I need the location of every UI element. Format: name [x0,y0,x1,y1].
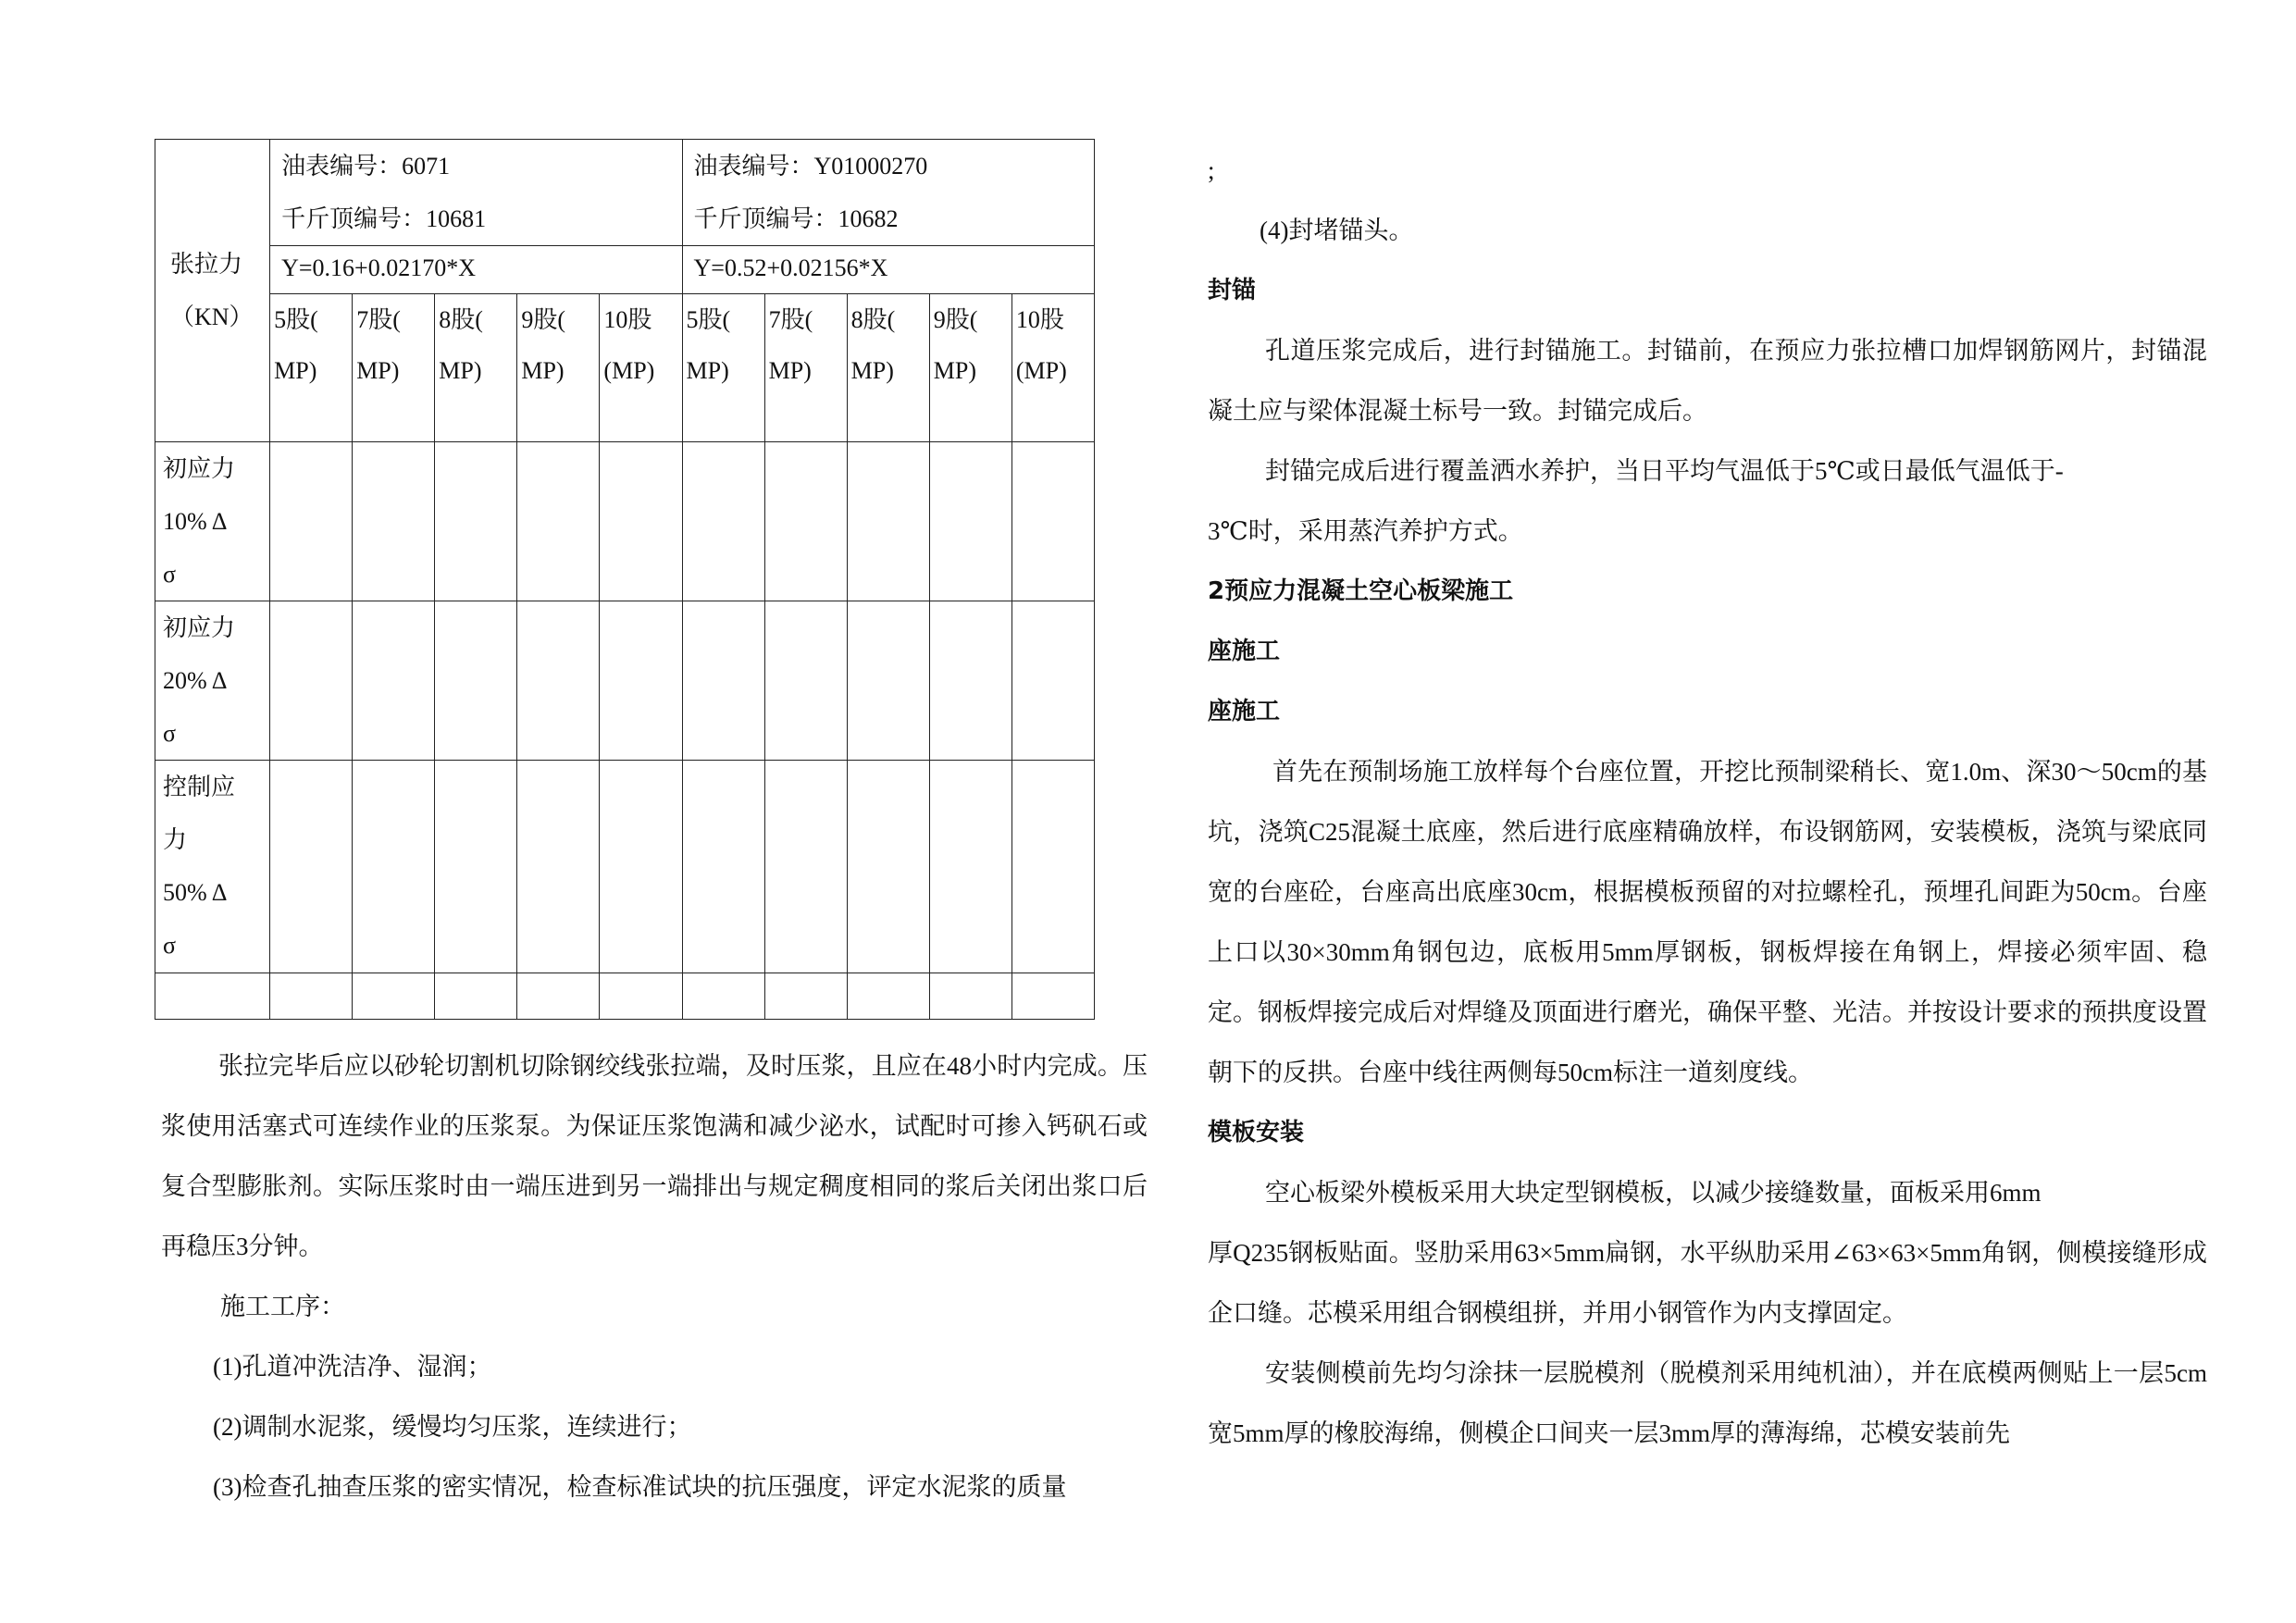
strand-header-line: 5股( [686,306,731,333]
table-cell-empty [1011,973,1094,1020]
table-cell-empty [600,761,682,973]
table-cell-empty [353,442,435,601]
seal-paragraph-1: 孔道压浆完成后，进行封锚施工。封锚前，在预应力张拉槽口加焊钢筋网片，封锚混凝土应与梁体混凝土标号一致。封锚完成后。 [1208,337,2207,425]
table-cell-empty [1011,761,1094,973]
group-a-jack-number: 千斤顶编号：10681 [281,205,487,232]
table-cell-empty [847,601,929,761]
grouting-paragraph: 张拉完毕后应以砂轮切割机切除钢绞线张拉端，及时压浆，且应在48小时内完成。压浆使用活塞式可连续作业的压浆泵。为保证压浆饱满和减少泌水，试配时可掺入钙矾石或复合型膨胀剂。实际压浆时由一端压进到另一端排出与规定稠度相同的浆后关闭出浆口后再稳压3分钟。 [161,1052,1148,1260]
formwork-paragraph-1b: 厚Q235钢板贴面。竖肋采用63×5mm扁钢，水平纵肋采用∠63×63×5mm角钢，侧模接缝形成企口缝。芯模采用组合钢模组拼，并用小钢管作为内支撑固定。 [1208,1239,2207,1327]
stress-stage-label [155,761,270,973]
table-cell-empty [270,442,353,601]
strand-header-line: MP) [274,357,317,384]
continuation-semicolon: ; [1208,156,1215,184]
table-cell-empty [517,761,600,973]
group-b-formula: Y=0.52+0.02156*X [682,246,1094,294]
strand-count-header [682,294,764,442]
table-cell-empty [270,973,353,1020]
strand-count-header [847,294,929,442]
stress-stage-label-line: σ [163,932,177,959]
procedure-heading: 施工工序： [220,1293,345,1320]
table-cell-empty [682,601,764,761]
group-a-gauge-number: 油表编号：6071 [281,153,451,180]
strand-header-line: 10股 [1015,306,1064,333]
strand-count-header [270,294,353,442]
stress-stage-label-line: 10% Δ [163,508,228,535]
table-cell-empty [517,601,600,761]
right-text-column [1208,141,2207,1464]
left-text-column [161,1036,1151,1518]
strand-header-line: MP) [850,357,894,384]
table-cell-empty [270,761,353,973]
table-cell-empty [929,601,1011,761]
base-construction-paragraph: 首先在预制场施工放样每个台座位置，开挖比预制梁稍长、宽1.0m、深30～50cm的基坑，浇筑C25混凝土底座，然后进行底座精确放样，布设钢筋网，安装模板，浇筑与梁底同宽的台座砼，台座高出底座30cm，根据模板预留的对拉螺栓孔，预埋孔间距为50cm。台座上口以30×30mm角钢包边，底板用5mm厚钢板，钢板焊接在角钢上，焊接必须牢固、稳定。钢板焊接完成后对焊缝及顶面进行磨光，确保平整、光洁。并按设计要求的预拱度设置朝下的反拱。台座中线往两侧每50cm标注一道刻度线。 [1208,758,2207,1086]
stress-stage-label-line: 控制应 [163,774,236,800]
strand-count-header [435,294,517,442]
table-cell-empty [764,601,847,761]
group-b-info [682,140,1094,246]
strand-count-header [764,294,847,442]
tension-calibration-table [155,139,1095,1020]
strand-header-line: MP) [356,357,400,384]
table-cell-empty [1011,601,1094,761]
procedure-step-4: (4)封堵锚头。 [1260,217,1414,244]
section-heading-base-1: 座施工 [1208,638,1281,665]
group-a-formula: Y=0.16+0.02170*X [270,246,682,294]
table-cell-empty [435,601,517,761]
section-heading-seal: 封锚 [1208,277,1257,304]
table-cell-empty [929,442,1011,601]
stress-stage-label-line: 50% Δ [163,879,228,906]
strand-header-line: MP) [439,357,482,384]
strand-count-header [600,294,682,442]
strand-count-header [517,294,600,442]
table-cell-empty [682,442,764,601]
table-cell-empty [517,973,600,1020]
table-cell-empty [600,442,682,601]
strand-count-header [353,294,435,442]
table-cell-empty [435,442,517,601]
procedure-step-1: (1)孔道冲洗洁净、湿润； [213,1353,492,1381]
tension-force-label: 张拉力 [170,251,243,278]
formwork-paragraph-2: 安装侧模前先均匀涂抹一层脱模剂（脱模剂采用纯机油），并在底模两侧贴上一层5cm宽5mm厚的橡胶海绵，侧模企口间夹一层3mm厚的薄海绵，芯模安装前先 [1208,1359,2207,1447]
stress-stage-label-line: σ [163,720,177,747]
strand-header-line: (MP) [1015,357,1067,384]
strand-header-line: (MP) [603,357,655,384]
table-cell-empty [155,973,270,1020]
table-cell-empty [847,761,929,973]
table-cell-empty [764,442,847,601]
strand-header-line: 5股( [274,306,318,333]
procedure-step-2: (2)调制水泥浆，缓慢均匀压浆，连续进行； [213,1413,692,1441]
strand-header-line: 7股( [356,306,401,333]
strand-header-line: MP) [686,357,729,384]
table-cell-empty [847,442,929,601]
table-cell-empty [600,601,682,761]
stress-stage-label [155,601,270,761]
strand-count-header [929,294,1011,442]
table-cell-empty [682,973,764,1020]
strand-header-line: 7股( [768,306,813,333]
strand-header-line: 8股( [850,306,896,333]
stress-stage-label-line: 力 [163,826,188,853]
group-a-info [270,140,682,246]
stress-stage-label [155,442,270,601]
strand-header-line: 10股 [603,306,652,333]
table-cell-empty [682,761,764,973]
table-cell-empty [353,601,435,761]
table-cell-empty [929,761,1011,973]
strand-header-line: 9股( [521,306,566,333]
table-cell-empty [435,973,517,1020]
stress-stage-label-line: 初应力 [163,614,236,641]
strand-header-line: MP) [768,357,812,384]
table-cell-empty [517,442,600,601]
stress-stage-label-line: 20% Δ [163,667,228,694]
strand-header-line: MP) [933,357,976,384]
table-cell-empty [270,601,353,761]
section-heading-formwork: 模板安装 [1208,1119,1305,1146]
table-cell-empty [764,761,847,973]
table-cell-empty [435,761,517,973]
table-cell-empty [353,973,435,1020]
group-b-jack-number: 千斤顶编号：10682 [693,205,899,232]
table-cell-empty [764,973,847,1020]
tension-force-header [155,140,270,442]
tension-force-unit: （KN） [170,304,254,330]
seal-paragraph-2a: 封锚完成后进行覆盖洒水养护，当日平均气温低于5℃或日最低气温低于- [1265,457,2064,485]
section-heading-base-2: 座施工 [1208,698,1281,725]
section-heading-hollow-slab: 2预应力混凝土空心板梁施工 [1208,577,1514,605]
formwork-paragraph-1a: 空心板梁外模板采用大块定型钢模板，以减少接缝数量，面板采用6mm [1265,1179,2042,1207]
strand-count-header [1011,294,1094,442]
procedure-step-3: (3)检查孔抽查压浆的密实情况，检查标准试块的抗压强度，评定水泥浆的质量 [213,1473,1067,1501]
group-b-gauge-number: 油表编号：Y01000270 [693,153,928,180]
strand-header-line: 8股( [439,306,483,333]
table-cell-empty [1011,442,1094,601]
table-cell-empty [929,973,1011,1020]
seal-paragraph-2b: 3℃时，采用蒸汽养护方式。 [1208,517,1523,545]
stress-stage-label-line: 初应力 [163,455,236,482]
strand-header-line: MP) [521,357,565,384]
table-cell-empty [600,973,682,1020]
table-cell-empty [353,761,435,973]
table-cell-empty [847,973,929,1020]
strand-header-line: 9股( [933,306,978,333]
stress-stage-label-line: σ [163,561,177,588]
